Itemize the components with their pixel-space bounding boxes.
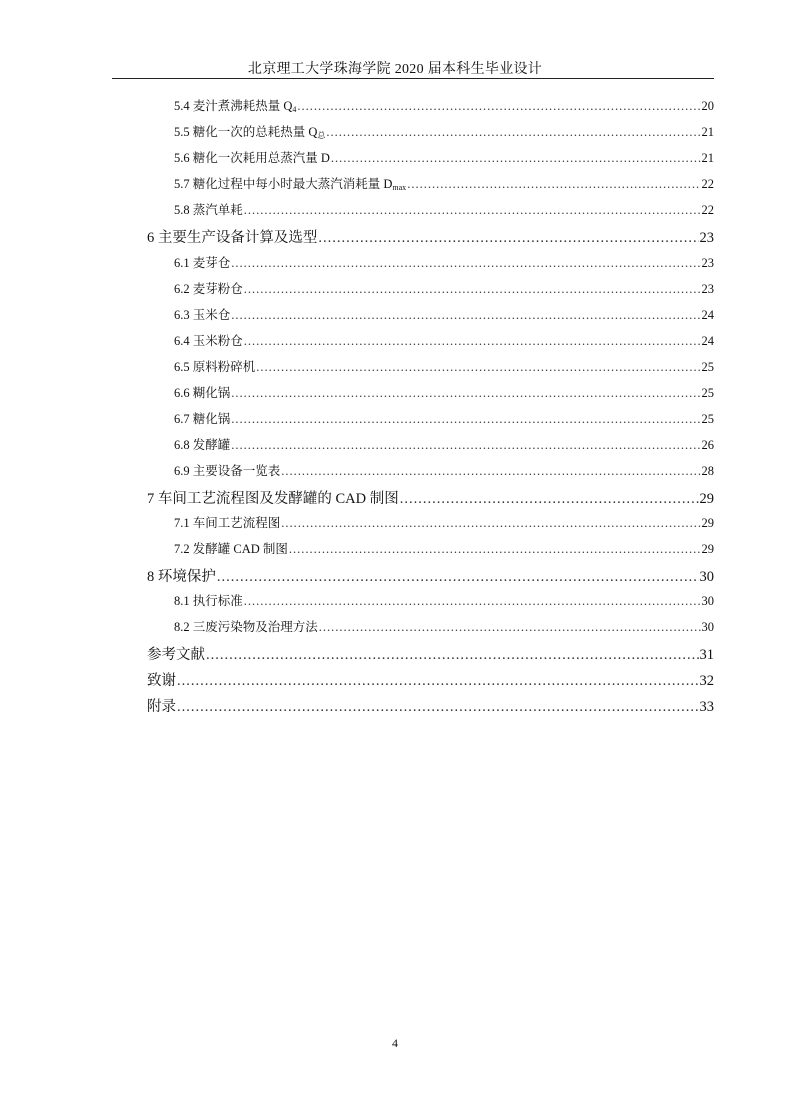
page-header-title: 北京理工大学珠海学院 2020 届本科生毕业设计 — [247, 62, 543, 77]
toc-entry[interactable] — [174, 539, 714, 557]
toc-entry-page: 31 — [699, 647, 714, 663]
toc-leader-dots — [407, 177, 700, 192]
toc-entry-label: 8 环境保护 — [147, 569, 216, 585]
toc-entry-subscript: 总 — [317, 131, 326, 140]
toc-entry-page: 33 — [699, 699, 714, 715]
toc-entry-page: 24 — [701, 308, 714, 322]
toc-entry[interactable] — [174, 148, 714, 166]
toc-entry-page: 21 — [701, 125, 714, 139]
toc-entry[interactable] — [147, 487, 714, 508]
toc-entry-label: 8.1 执行标准 — [174, 594, 243, 608]
toc-entry-label: 5.4 麦汁煮沸耗热量 $Q_4$ — [174, 99, 297, 114]
toc-entry-label: 6.9 主要设备一览表 — [174, 464, 281, 478]
toc-entry-subscript: 4 — [292, 105, 297, 114]
toc-entry-page: 22 — [701, 177, 714, 191]
toc-entry-page: 23 — [701, 282, 714, 296]
toc-leader-dots — [244, 203, 701, 218]
toc-entry[interactable] — [174, 122, 714, 141]
toc-entry[interactable] — [174, 279, 714, 297]
toc-entry[interactable] — [147, 643, 714, 664]
toc-entry[interactable] — [174, 591, 714, 609]
toc-entry-label: 6.8 发酵罐 — [174, 438, 231, 452]
toc-entry-label: 8.2 三废污染物及治理方法 — [174, 620, 318, 634]
toc-entry[interactable] — [174, 253, 714, 271]
toc-entry-label: 7.2 发酵罐 CAD 制图 — [174, 542, 288, 556]
toc-entry[interactable] — [174, 409, 714, 427]
toc-entry[interactable] — [174, 357, 714, 375]
toc-entry[interactable] — [174, 174, 714, 192]
toc-entry[interactable] — [147, 695, 714, 716]
toc-entry-label: 5.5 糖化一次的总耗热量 $Q_总$ — [174, 125, 326, 140]
toc-leader-dots — [297, 99, 700, 114]
toc-entry-label: 附录 — [147, 699, 176, 715]
toc-entry[interactable] — [174, 305, 714, 323]
toc-entry-page: 26 — [701, 438, 714, 452]
toc-entry-label: 6.3 玉米仓 — [174, 308, 231, 322]
toc-entry-page: 20 — [701, 99, 714, 113]
toc-entry-page: 24 — [701, 334, 714, 348]
toc-leader-dots — [281, 516, 700, 531]
toc-entry-label: 6.4 玉米粉仓 — [174, 334, 243, 348]
toc-leader-dots — [206, 647, 699, 664]
toc-entry-label: 5.6 糖化一次耗用总蒸汽量 D — [174, 151, 330, 165]
toc-leader-dots — [319, 620, 701, 635]
toc-leader-dots — [177, 673, 699, 690]
toc-leader-dots — [331, 151, 701, 166]
toc-entry-page: 30 — [699, 569, 714, 585]
toc-entry-label: 5.8 蒸汽单耗 — [174, 203, 243, 217]
toc-leader-dots — [177, 699, 699, 716]
toc-entry-label: 7.1 车间工艺流程图 — [174, 516, 281, 530]
toc-entry-label: 致谢 — [147, 673, 176, 689]
toc-leader-dots — [289, 542, 701, 557]
toc-leader-dots — [231, 256, 700, 271]
toc-entry-label: 6 主要生产设备计算及选型 — [147, 230, 318, 246]
toc-entry[interactable] — [174, 383, 714, 401]
toc-entry-page: 30 — [701, 594, 714, 608]
toc-entry-page: 23 — [699, 230, 714, 246]
toc-entry-page: 23 — [701, 256, 714, 270]
toc-leader-dots — [231, 386, 700, 401]
toc-entry-label: 6.7 糖化锅 — [174, 412, 231, 426]
toc-entry[interactable] — [174, 461, 714, 479]
toc-leader-dots — [244, 334, 701, 349]
toc-leader-dots — [231, 412, 700, 427]
toc-entry[interactable] — [174, 617, 714, 635]
page-number: 4 — [392, 1036, 398, 1050]
toc-entry-page: 28 — [701, 464, 714, 478]
toc-entry[interactable] — [174, 96, 714, 114]
toc-leader-dots — [231, 438, 700, 453]
toc-entry[interactable] — [147, 226, 714, 247]
toc-entry-page: 29 — [701, 542, 714, 556]
header-divider — [112, 78, 714, 79]
toc-entry-label: 6.2 麦芽粉仓 — [174, 282, 243, 296]
toc-entry-page: 22 — [701, 203, 714, 217]
toc-leader-dots — [318, 230, 698, 247]
toc-leader-dots — [281, 464, 700, 479]
toc-entry[interactable] — [174, 200, 714, 218]
toc-entry[interactable] — [147, 565, 714, 586]
toc-entry-label: 6.5 原料粉碎机 — [174, 360, 256, 374]
toc-entry-page: 25 — [701, 360, 714, 374]
toc-entry[interactable] — [174, 331, 714, 349]
toc-entry-page: 30 — [701, 620, 714, 634]
toc-entry[interactable] — [147, 669, 714, 690]
toc-entry-label: 7 车间工艺流程图及发酵罐的 CAD 制图 — [147, 491, 399, 507]
toc-entry-label: 6.6 糊化锅 — [174, 386, 231, 400]
toc-entry-page: 32 — [699, 673, 714, 689]
toc-entry[interactable] — [174, 513, 714, 531]
toc-entry-page: 21 — [701, 151, 714, 165]
toc-leader-dots — [244, 594, 701, 609]
toc-entry-page: 29 — [701, 516, 714, 530]
toc-entry-page: 29 — [699, 491, 714, 507]
toc-leader-dots — [244, 282, 701, 297]
toc-leader-dots — [326, 125, 700, 140]
toc-entry-page: 25 — [701, 412, 714, 426]
toc-entry-label: 参考文献 — [147, 647, 205, 663]
toc-leader-dots — [256, 360, 700, 375]
toc-entry-subscript: max — [392, 183, 407, 192]
toc-entry-label: 5.7 糖化过程中每小时最大蒸汽消耗量 $D_{max}$ — [174, 177, 407, 192]
toc-leader-dots — [400, 491, 699, 508]
toc-leader-dots — [231, 308, 700, 323]
toc-entry-page: 25 — [701, 386, 714, 400]
toc-entry[interactable] — [174, 435, 714, 453]
toc-leader-dots — [217, 569, 699, 586]
toc-entry-label: 6.1 麦芽仓 — [174, 256, 231, 270]
